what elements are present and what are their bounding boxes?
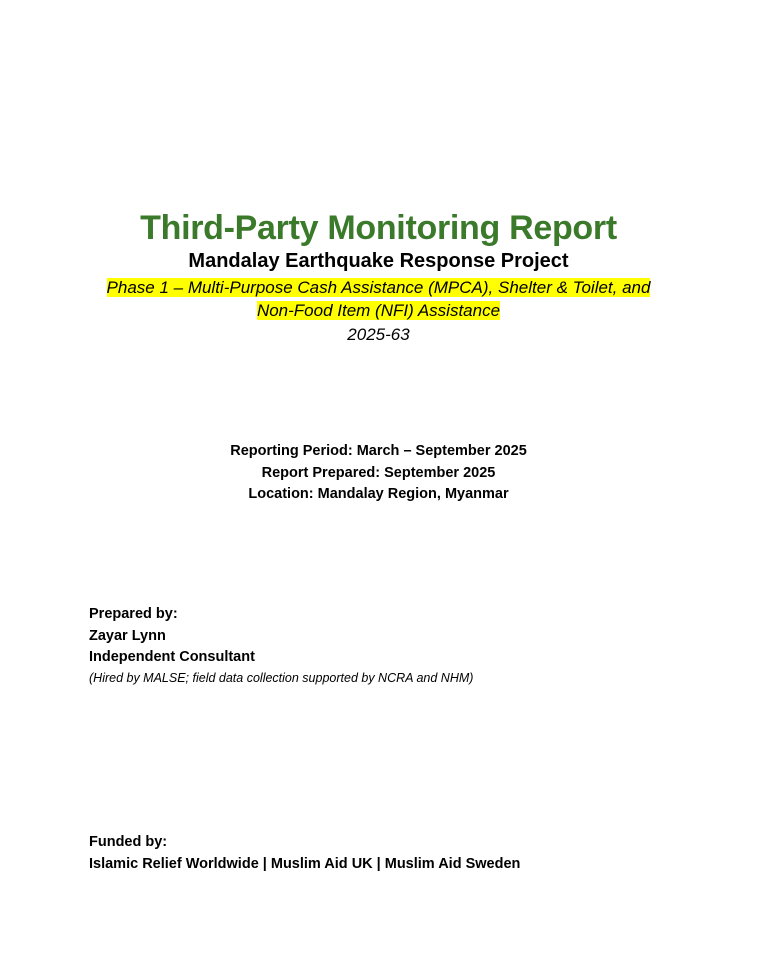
prepared-by-section	[89, 604, 473, 688]
phase-description	[79, 276, 679, 322]
report-prepared-date: Report Prepared: September 2025	[261, 464, 496, 481]
phase-line-2: Non-Food Item (NFI) Assistance	[256, 301, 501, 320]
consultant-note: (Hired by MALSE; field data collection supported by NCRA and NHM)	[89, 670, 474, 685]
title-block	[0, 206, 757, 346]
consultant-role: Independent Consultant	[89, 649, 255, 665]
phase-line-1: Phase 1 – Multi-Purpose Cash Assistance (MPCA), Shelter & Toilet, and	[106, 278, 651, 297]
reporting-period: Reporting Period: March – September 2025	[230, 443, 527, 459]
funders-list: Islamic Relief Worldwide | Muslim Aid UK | Muslim Aid Sweden	[89, 855, 521, 872]
consultant-name: Zayar Lynn	[89, 627, 166, 644]
funded-by-section	[89, 832, 520, 875]
report-title: Third-Party Monitoring Report	[140, 209, 617, 247]
prepared-by-label: Prepared by:	[89, 606, 178, 622]
project-subtitle: Mandalay Earthquake Response Project	[188, 250, 569, 272]
project-code: 2025-63	[347, 325, 410, 344]
report-location: Location: Mandalay Region, Myanmar	[248, 486, 509, 502]
funded-by-label: Funded by:	[89, 834, 168, 850]
report-details	[0, 441, 757, 506]
